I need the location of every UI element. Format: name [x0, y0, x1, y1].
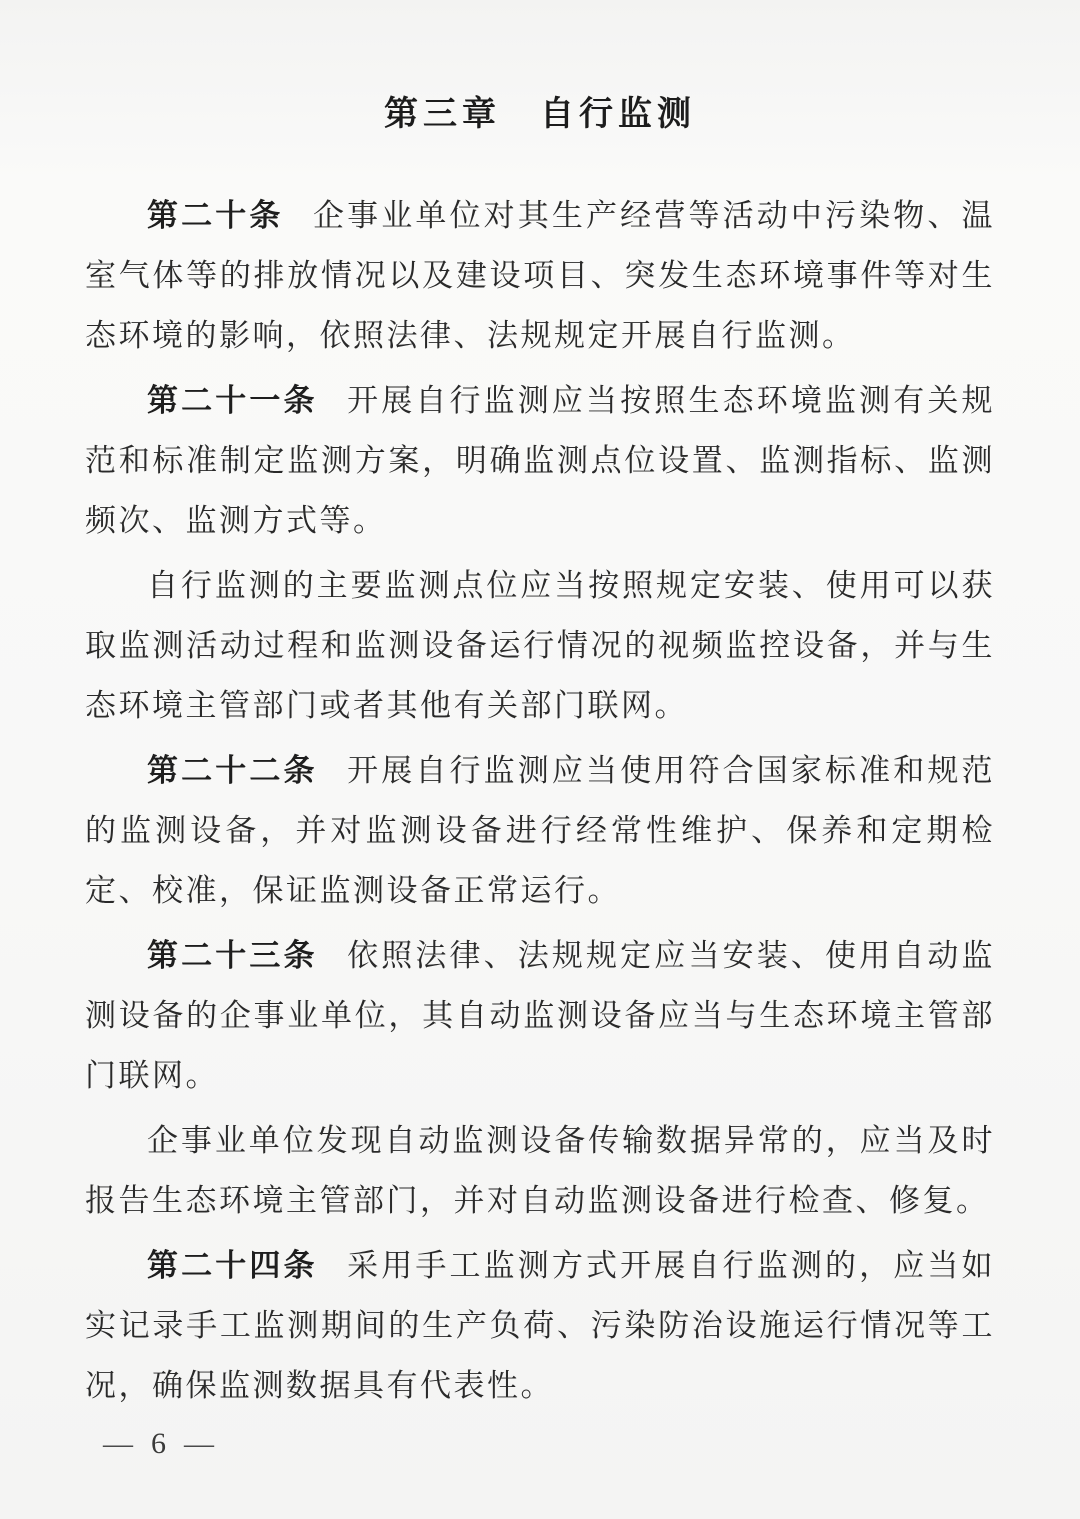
chapter-title: 第三章 自行监测 — [384, 95, 696, 133]
article-21-continuation-text: 自行监测的主要监测点位应当按照规定安装、使用可以获取监测活动过程和监测设备运行情况的视频监控设备，并与生态环境主管部门或者其他有关部门联网。 — [85, 568, 995, 723]
article-20-paragraph — [85, 186, 995, 366]
article-22-number: 第二十二条 — [147, 753, 318, 788]
document-body — [85, 186, 995, 1416]
page-number: 6 — [151, 1427, 166, 1460]
article-23-text: 依照法律、法规规定应当安装、使用自动监测设备的企事业单位，其自动监测设备应当与生态环境主管部门联网。 — [85, 938, 996, 1093]
article-21-continuation-paragraph — [85, 556, 995, 736]
article-23-continuation-text: 企事业单位发现自动监测设备传输数据异常的，应当及时报告生态环境主管部门，并对自动监测设备进行检查、修复。 — [85, 1123, 995, 1218]
article-23-continuation-paragraph — [85, 1111, 995, 1231]
article-20-number: 第二十条 — [147, 198, 284, 233]
article-22-paragraph — [85, 741, 995, 921]
page-footer — [103, 1427, 214, 1461]
article-20-text: 企事业单位对其生产经营等活动中污染物、温室气体等的排放情况以及建设项目、突发生态环境事件等对生态环境的影响，依照法律、法规规定开展自行监测。 — [85, 198, 996, 353]
article-21-text: 开展自行监测应当按照生态环境监测有关规范和标准制定监测方案，明确监测点位设置、监测指标、监测频次、监测方式等。 — [85, 383, 996, 538]
footer-right-dash: — — [184, 1427, 214, 1460]
article-23-number: 第二十三条 — [147, 938, 318, 973]
article-21-number: 第二十一条 — [147, 383, 318, 418]
footer-left-dash: — — [103, 1427, 133, 1460]
article-21-paragraph — [85, 371, 995, 551]
article-23-paragraph — [85, 926, 995, 1106]
article-22-text: 开展自行监测应当使用符合国家标准和规范的监测设备，并对监测设备进行经常性维护、保养和定期检定、校准，保证监测设备正常运行。 — [85, 753, 996, 908]
article-24-text: 采用手工监测方式开展自行监测的，应当如实记录手工监测期间的生产负荷、污染防治设施运行情况等工况，确保监测数据具有代表性。 — [85, 1248, 996, 1403]
article-24-number: 第二十四条 — [147, 1248, 318, 1283]
article-24-paragraph — [85, 1236, 995, 1416]
